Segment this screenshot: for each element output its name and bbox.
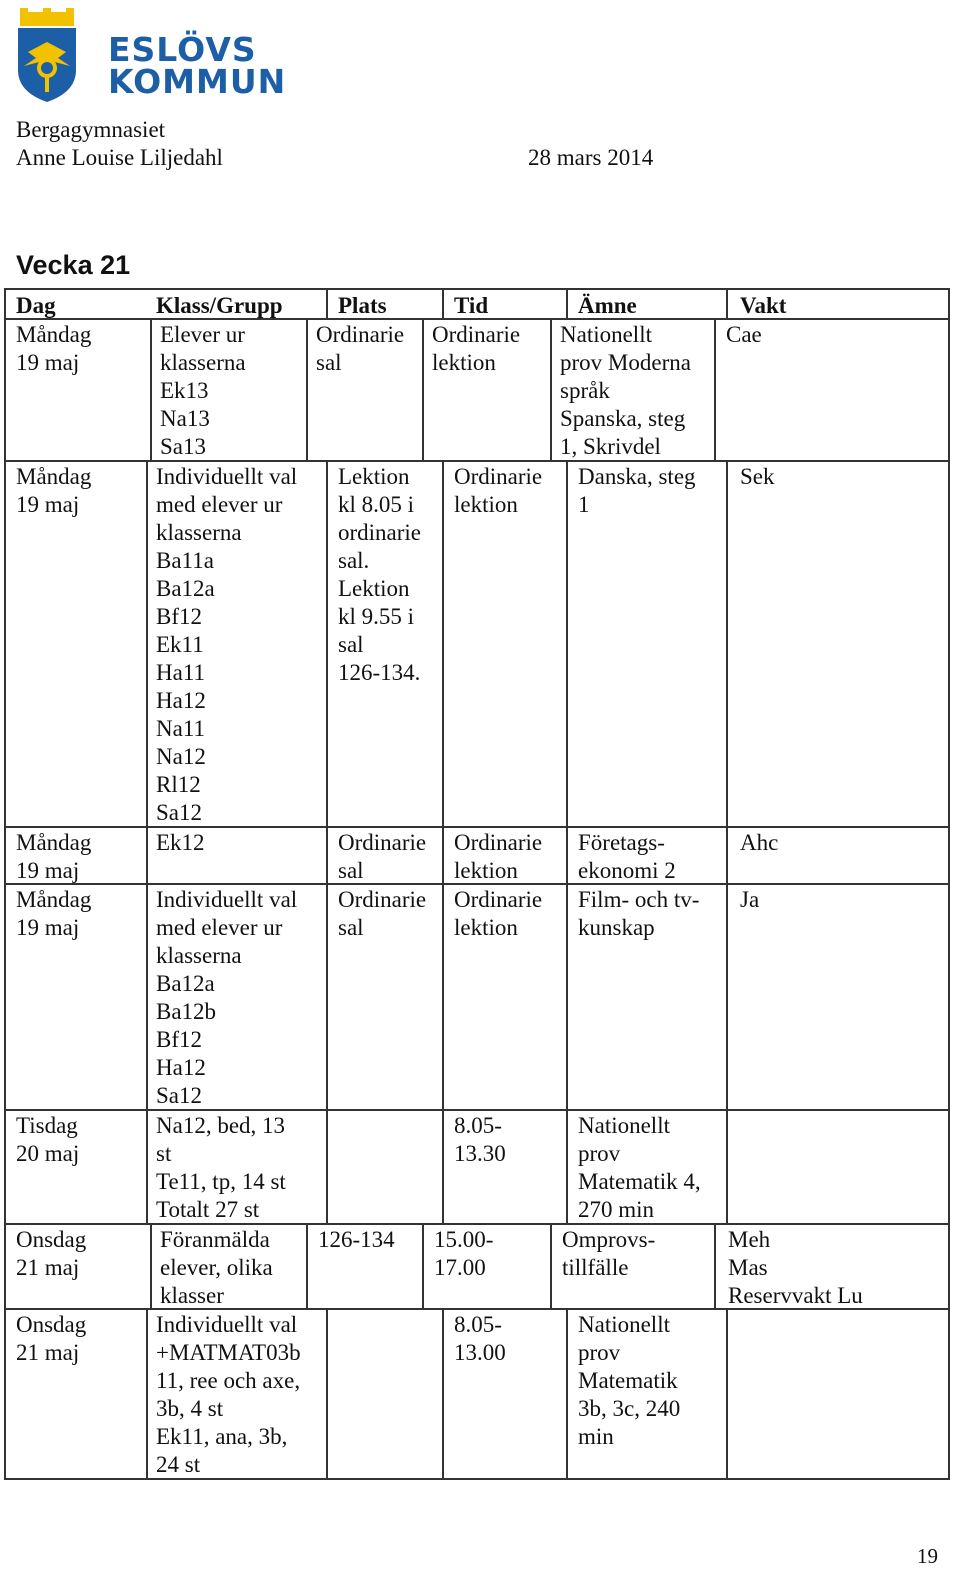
eslov-logo (14, 8, 287, 104)
cell-amne: Nationellt prov Matematik 4, 270 min (566, 1111, 726, 1223)
document-date: 28 mars 2014 (528, 145, 654, 170)
column-header-amne: Ämne (566, 290, 726, 318)
cell-dag: Måndag 19 maj (16, 887, 92, 940)
cell-vakt: Ja (726, 885, 946, 1109)
table-row (4, 1223, 950, 1308)
cell-vakt: Cae (714, 320, 946, 460)
cell-tid: 8.05- 13.00 (442, 1310, 566, 1478)
cell-klass: Individuellt val med elever ur klasserna Ba11a Ba12a Bf12 Ek11 Ha11 Ha12 Na11 Na12 Rl12 Sa12 (146, 462, 326, 826)
cell-amne: Film- och tv- kunskap (566, 885, 726, 1109)
cell-amne: Omprovs- tillfälle (550, 1225, 714, 1308)
cell-plats: Ordinarie sal (306, 320, 422, 460)
cell-tid: Ordinarie lektion (442, 828, 566, 883)
cell-vakt: Ahc (726, 828, 946, 883)
cell-dag: Onsdag 21 maj (16, 1227, 87, 1280)
column-header-klass: Klass/Grupp (156, 293, 283, 318)
column-header-vakt: Vakt (726, 290, 946, 318)
cell-klass: Elever ur klasserna Ek13 Na13 Sa13 (150, 320, 306, 460)
cell-vakt: Meh Mas Reservvakt Lu (714, 1225, 946, 1308)
cell-klass: Na12, bed, 13 st Te11, tp, 14 st Totalt 27 st (146, 1111, 326, 1223)
column-header-tid: Tid (442, 290, 566, 318)
page-number: 19 (917, 1544, 938, 1568)
cell-amne: Danska, steg 1 (566, 462, 726, 826)
table-row (4, 1109, 950, 1223)
cell-dag: Måndag 19 maj (16, 322, 92, 375)
cell-plats: Ordinarie sal (326, 828, 442, 883)
cell-amne: Nationellt prov Moderna språk Spanska, steg 1, Skrivdel (550, 320, 714, 460)
cell-tid: Ordinarie lektion (422, 320, 550, 460)
cell-dag: Måndag 19 maj (16, 464, 92, 517)
school-name: Bergagymnasiet (16, 117, 166, 142)
cell-plats: 126-134 (306, 1225, 422, 1308)
cell-plats (326, 1310, 442, 1478)
author-name: Anne Louise Liljedahl (16, 145, 223, 170)
cell-dag: Måndag 19 maj (16, 830, 92, 883)
cell-tid: Ordinarie lektion (442, 885, 566, 1109)
cell-klass: Individuellt val +MATMAT03b 11, ree och axe, 3b, 4 st Ek11, ana, 3b, 24 st (146, 1310, 326, 1478)
table-row (4, 883, 950, 1109)
table-row (4, 318, 950, 460)
cell-amne: Nationellt prov Matematik 3b, 3c, 240 min (566, 1310, 726, 1478)
cell-amne: Företags- ekonomi 2 (566, 828, 726, 883)
cell-plats (326, 1111, 442, 1223)
table-header-row (4, 288, 950, 318)
cell-tid: 8.05- 13.30 (442, 1111, 566, 1223)
cell-dag: Onsdag 21 maj (16, 1312, 87, 1365)
column-header-plats: Plats (326, 290, 442, 318)
cell-plats: Ordinarie sal (326, 885, 442, 1109)
cell-klass: Ek12 (146, 828, 326, 883)
cell-dag: Tisdag 20 maj (16, 1113, 80, 1166)
cell-vakt (726, 1310, 946, 1478)
table-row (4, 1308, 950, 1480)
column-header-dag: Dag (16, 293, 56, 318)
cell-vakt (726, 1111, 946, 1223)
cell-vakt: Sek (726, 462, 946, 826)
cell-klass: Föranmälda elever, olika klasser (150, 1225, 306, 1308)
cell-tid: Ordinarie lektion (442, 462, 566, 826)
cell-tid: 15.00- 17.00 (422, 1225, 550, 1308)
table-row (4, 460, 950, 826)
table-row (4, 826, 950, 883)
cell-klass: Individuellt val med elever ur klasserna Ba12a Ba12b Bf12 Ha12 Sa12 (146, 885, 326, 1109)
schedule-table (4, 288, 950, 1480)
week-title: Vecka 21 (16, 250, 131, 280)
logo-text: ESLÖVS KOMMUN (108, 30, 287, 101)
cell-plats: Lektion kl 8.05 i ordinarie sal. Lektion kl 9.55 i sal 126-134. (326, 462, 442, 826)
coat-of-arms-icon (14, 8, 80, 104)
